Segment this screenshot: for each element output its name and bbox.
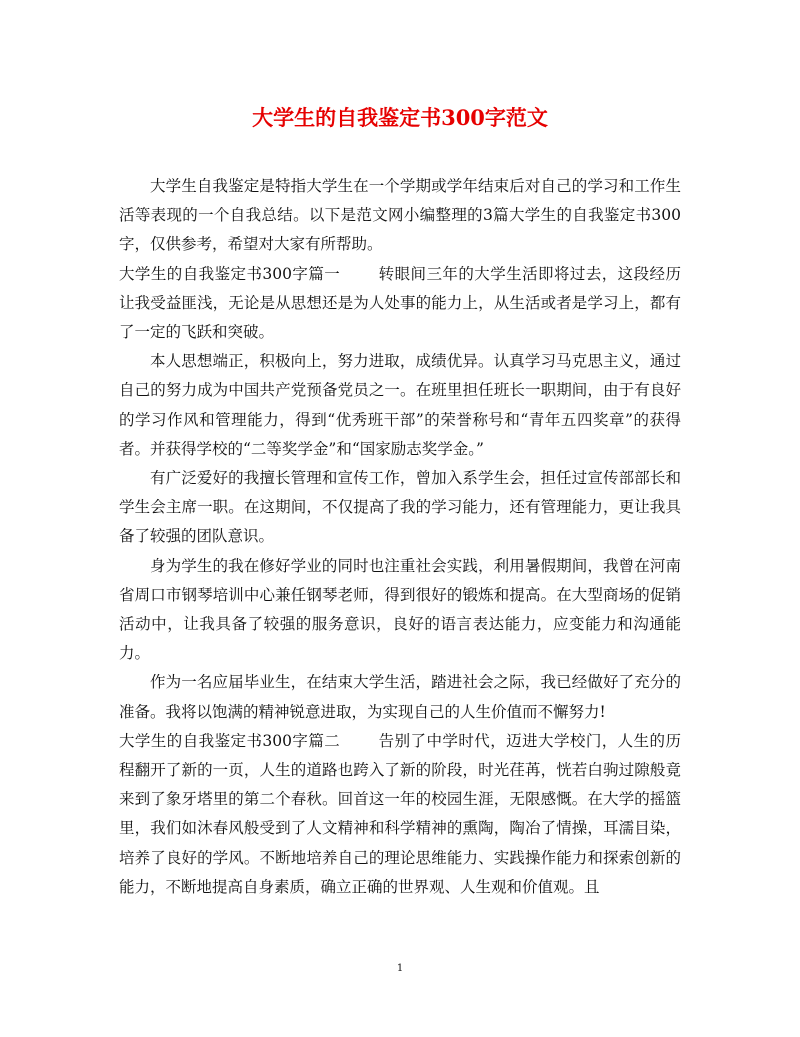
section-2-heading: 大学生的自我鉴定书300字篇二 bbox=[119, 731, 341, 750]
intro-paragraph: 大学生自我鉴定是特指大学生在一个学期或学年结束后对自己的学习和工作生活等表现的一个自我总结。以下是范文网小编整理的3篇大学生的自我鉴定书300字，仅供参考，希望对大家有所帮助。 bbox=[119, 177, 681, 254]
section-1-paragraph bbox=[119, 260, 681, 348]
body-paragraph: 身为学生的我在修好学业的同时也注重社会实践，利用暑假期间，我曾在河南省周口市钢琴培训中心兼任钢琴老师，得到很好的锻炼和提高。在大型商场的促销活动中，让我具备了较强的服务意识，良好的语言表达能力，应变能力和沟通能力。 bbox=[119, 556, 681, 663]
body-paragraph: 本人思想端正，积极向上，努力进取，成绩优异。认真学习马克思主义，通过自己的努力成为中国共产党预备党员之一。在班里担任班长一职期间，由于有良好的学习作风和管理能力，得到“优秀班干部”的荣誉称号和“青年五四奖章”的获得者。并获得学校的“二等奖学金”和“国家励志奖学金。” bbox=[119, 352, 681, 458]
section-2-paragraph bbox=[119, 727, 681, 902]
section-1-heading: 大学生的自我鉴定书300字篇一 bbox=[119, 264, 341, 283]
section-2-lead: 告别了中学时代，迈进大学校门，人生的历程翻开了新的一页，人生的道路也跨入了新的阶段，时光荏苒，恍若白驹过隙般竟来到了象牙塔里的第二个春秋。回首这一年的校园生涯，无限感慨。在大学的摇篮里，我们如沐春风般受到了人文精神和科学精神的熏陶，陶冶了情操，耳濡目染，培养了良好的学风。不断地培养自己的理论思维能力、实践操作能力和探索创新的能力，不断地提高自身素质，确立正确的世界观、人生观和价值观。且 bbox=[119, 731, 681, 896]
document-title: 大学生的自我鉴定书300字范文 bbox=[252, 105, 548, 130]
body-paragraph: 作为一名应届毕业生，在结束大学生活，踏进社会之际，我已经做好了充分的准备。我将以饱满的精神锐意进取，为实现自己的人生价值而不懈努力! bbox=[119, 673, 681, 721]
section-1-lead: 转眼间三年的大学生活即将过去，这段经历让我受益匪浅，无论是从思想还是为人处事的能力上，从生活或者是学习上，都有了一定的飞跃和突破。 bbox=[119, 264, 681, 342]
body-paragraph: 有广泛爱好的我擅长管理和宣传工作，曾加入系学生会，担任过宣传部部长和学生会主席一职。在这期间，不仅提高了我的学习能力，还有管理能力，更让我具备了较强的团队意识。 bbox=[119, 469, 681, 546]
page-number: 1 bbox=[396, 963, 404, 974]
document-body bbox=[119, 172, 681, 902]
